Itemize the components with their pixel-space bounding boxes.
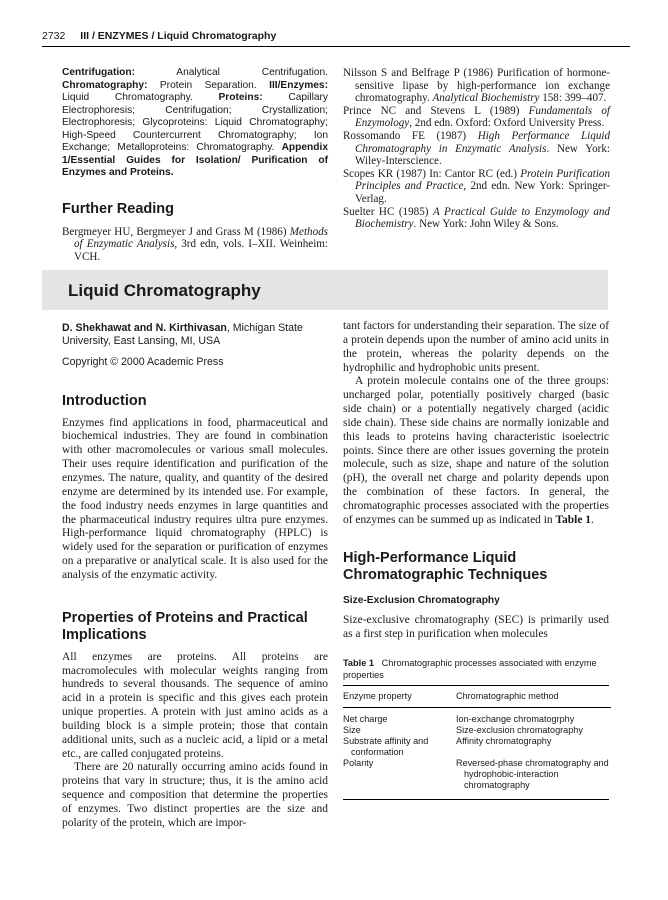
reference-entry bbox=[343, 206, 610, 231]
reference-run: . New York: John Wiley & Sons. bbox=[413, 218, 559, 231]
copyright: Copyright © 2000 Academic Press bbox=[62, 356, 224, 369]
properties-continued-paragraph: tant factors for understanding their separation. The size of a protein depends upon the number of amino acid units in the protein, whereas the polarity depends on the hydrophilic and hydrophobic units present. bbox=[343, 320, 609, 374]
reference-run: Scopes KR (1987) In: Cantor RC (ed.) bbox=[343, 167, 521, 180]
properties-paragraph-1: All enzymes are proteins. All proteins are macromolecules with molecular weights ranging from hundreds to several thousands. The sequence of amino acid in a protein is specific and this gives each protein unique properties. A protein with just amino acids as a building block is a simple protein; those that contain additional units, such as a nucleic acid, a lipid or a metal etc., are called conjugated proteins. bbox=[62, 650, 328, 760]
reference-entry bbox=[343, 67, 610, 105]
see-also-crossrefs bbox=[62, 67, 328, 180]
further-reading-left-list bbox=[62, 226, 328, 264]
reference-run: , 3rd edn, vols. I–XII. Weinheim: VCH. bbox=[74, 238, 328, 263]
table-cell-method: Reversed-phase chromatography and hydrophobic-interaction chromatography bbox=[456, 758, 609, 791]
crossref-run: Protein Separation. bbox=[147, 79, 270, 91]
left-body-column bbox=[62, 322, 328, 831]
further-reading-heading: Further Reading bbox=[62, 200, 174, 217]
author-affiliation: , Michigan State University, East Lansing, MI, USA bbox=[62, 322, 303, 348]
reference-run: 158: 399–407. bbox=[539, 92, 607, 105]
table-row bbox=[343, 736, 611, 758]
reference-run: . New York: Wiley-Interscience. bbox=[355, 142, 610, 168]
crossref-run: Liquid Chromatography. bbox=[62, 92, 219, 103]
crossref-run: Appendix 1/Essential Guides for Isolation/ Purification of Enzymes and Proteins. bbox=[62, 142, 328, 178]
table-cell-method: Size-exclusion chromatography bbox=[456, 725, 583, 736]
reference-run: A Practical Guide to Enzymology and Biochemistry bbox=[355, 205, 610, 231]
table-header-row bbox=[343, 686, 611, 708]
table-row bbox=[343, 725, 611, 736]
page-number: 2732 bbox=[42, 30, 66, 42]
crossref-run: Analytical Centrifugation. bbox=[135, 67, 328, 78]
running-header bbox=[42, 30, 276, 42]
reference-run: Fundamentals of Enzymology bbox=[355, 104, 610, 130]
reference-run: High Performance Liquid Chromatography in Enzymatic Analysis bbox=[355, 129, 610, 155]
author-names: D. Shekhawat and N. Kirthivasan bbox=[62, 322, 227, 334]
table-row bbox=[343, 714, 611, 725]
table-caption bbox=[343, 658, 609, 681]
article-title: Liquid Chromatography bbox=[68, 281, 261, 300]
reference-run: , 2nd edn. Oxford: Oxford University Press. bbox=[409, 117, 605, 130]
further-reading-right-list bbox=[343, 67, 610, 231]
crossref-run: Capillary Electrophoresis; Centrifugation; Crystallization; Electrophoresis; Glycoproteins: Liquid Chromatography; High-Speed Countercurrent Chromatography; Ion Exchange; Metalloproteins: Chromatography. bbox=[62, 92, 328, 153]
table-row bbox=[343, 758, 611, 791]
table-cell-property: Net charge bbox=[343, 714, 388, 725]
table-col-header: Enzyme property bbox=[343, 691, 412, 702]
table-cell-method: Affinity chromatography bbox=[456, 736, 552, 747]
reference-run: Prince NC and Stevens L (1989) bbox=[343, 104, 529, 117]
author-line bbox=[62, 322, 328, 348]
right-top-column bbox=[343, 67, 610, 231]
table-1 bbox=[343, 686, 611, 791]
reference-run: Bergmeyer HU, Bergmeyer J and Grass M (1986) bbox=[62, 225, 290, 238]
crossref-run: III/Enzymes: bbox=[269, 79, 328, 91]
introduction-paragraph: Enzymes find applications in food, pharmaceutical and biochemical industries. They are found in combination with other macromolecules or various small molecules. Their uses require identification and purification of the enzymes. The nature, quality, and quantity of the desired enzyme are determined by its intended use. For example, the food industry needs enzymes in large quantities and the pharmaceutical industry requires ultra pure enzymes. High-performance liquid chromatography (HPLC) is widely used for the separation or purification of enzymes on a preparative or analytical scale. It is also used for the analysis of the enzymatic activity. bbox=[62, 416, 328, 581]
sec-subheading: Size-Exclusion Chromatography bbox=[343, 594, 500, 606]
reference-run: Rossomando FE (1987) bbox=[343, 129, 478, 142]
table-bottom-rule bbox=[343, 799, 609, 800]
hplc-heading: High-Performance Liquid Chromatographic Techniques bbox=[343, 549, 548, 583]
reference-entry bbox=[62, 226, 328, 264]
properties-heading: Properties of Proteins and Practical Implications bbox=[62, 609, 308, 643]
reference-entry bbox=[343, 168, 610, 206]
right-body-column bbox=[343, 320, 609, 800]
reference-run: Suelter HC (1985) bbox=[343, 205, 433, 218]
crossref-run: Centrifugation: bbox=[62, 67, 135, 78]
reference-entry bbox=[343, 130, 610, 168]
table-cell-method: Ion-exchange chromatogrphy bbox=[456, 714, 575, 725]
header-rule bbox=[42, 46, 630, 47]
table-label: Table 1 bbox=[343, 658, 374, 669]
table-col-header: Chromatographic method bbox=[456, 691, 559, 702]
table-caption-text: Chromatographic processes associated with enzyme properties bbox=[343, 658, 597, 680]
running-title-topic: / Liquid Chromatography bbox=[148, 30, 277, 42]
reference-entry bbox=[343, 105, 610, 130]
running-title-section: III / ENZYMES bbox=[80, 30, 149, 42]
article-title-banner bbox=[42, 270, 608, 310]
reference-run: , 2nd edn. New York: Springer-Verlag. bbox=[355, 180, 610, 205]
reference-run: Analytical Biochemistry bbox=[432, 92, 540, 105]
table-cell-property: Size bbox=[343, 725, 361, 736]
table-cell-property: Substrate affinity and conformation bbox=[343, 736, 429, 758]
reference-run: Methods of Enzymatic Analysis bbox=[74, 225, 328, 251]
sec-paragraph: Size-exclusive chromatography (SEC) is primarily used as a first step in purification when molecules bbox=[343, 613, 609, 640]
side-chain-paragraph: A protein molecule contains one of the three groups: uncharged polar, potentially positively charged (basic side chain) or a potentially negatively charged (acidic side chain). These side chains are normally ionizable and this leads to proteins having characteristic isoelectric points. Since there are other issues governing the protein molecule, such as size, shape and nature of the solution (pH), the overall net charge and polarity depends upon the combination of these factors. In general, the chromatographic processes associated with the properties of enzymes can be summed up as indicated in Table 1. bbox=[343, 375, 609, 526]
crossref-run: Chromatography: bbox=[62, 79, 148, 91]
properties-paragraph-2: There are 20 naturally occurring amino acids found in proteins that vary in structure; thus, it is the amino acid sequence and composition that determine the properties of enzymes. Two distinct properties are the size and polarity of the protein, which are impor- bbox=[62, 761, 328, 829]
reference-run: Protein Purification Principles and Practice bbox=[355, 167, 610, 193]
table-cell-property: Polarity bbox=[343, 758, 374, 769]
crossref-run: Proteins: bbox=[218, 92, 263, 103]
left-top-column bbox=[62, 67, 328, 263]
introduction-heading: Introduction bbox=[62, 392, 147, 409]
table-ref: Table 1 bbox=[555, 513, 591, 526]
reference-run: Nilsson S and Belfrage P (1986) Purification of hormone-sensitive lipase by high-performance ion exchange chromatography. bbox=[343, 67, 610, 105]
